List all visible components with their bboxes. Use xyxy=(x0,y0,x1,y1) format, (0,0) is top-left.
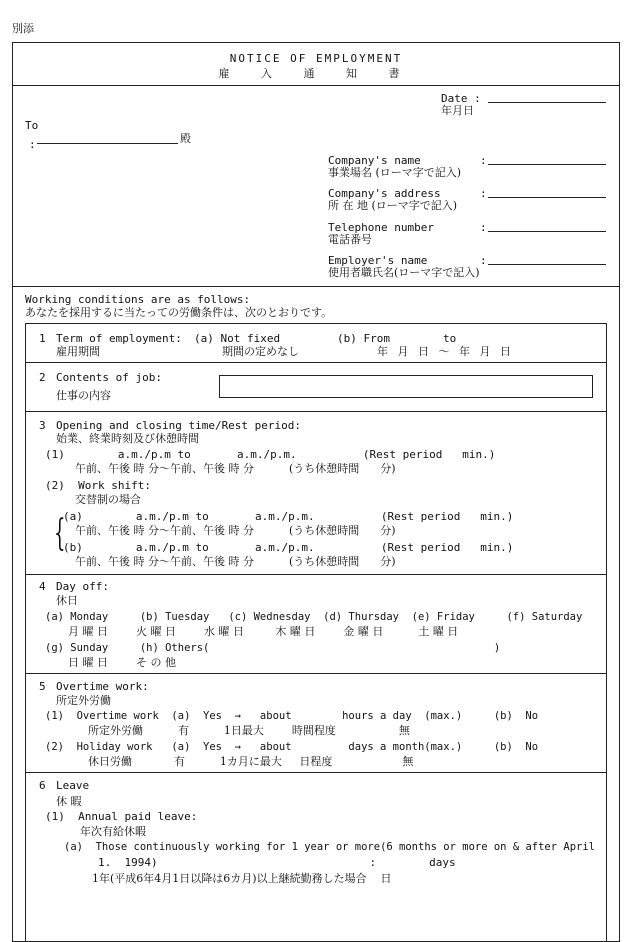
s3-line-1: (1) a.m./p.m to a.m./p.m. (Rest period min.) xyxy=(45,448,496,461)
s4-label: Day off: xyxy=(56,580,109,593)
company-address-label: Company's address xyxy=(328,187,441,200)
s4-days-row-1[interactable]: (a) Monday (b) Tuesday (c) Wednesday (d) Thursday (e) Friday (f) Saturday xyxy=(45,611,583,623)
s3-line-1-jp: 午前、午後 時 分〜午前、午後 時 分 (うち休憩時間 分) xyxy=(75,462,396,475)
s5-overtime-row-jp: 所定外労働 有 1日最大 時間程度 無 xyxy=(88,724,410,737)
s5-overtime-row[interactable]: (1) Overtime work (a) Yes → about hours a day (max.) (b) No xyxy=(45,710,539,722)
s6-annual-leave-jp: 年次有給休暇 xyxy=(80,825,146,838)
s1-option-a-jp: 期間の定めなし xyxy=(222,345,299,358)
s6-leave-a-jp: 1年(平成6年4月1日以降は6カ月)以上継続勤務した場合 日 xyxy=(92,872,392,885)
s1-option-a[interactable]: (a) Not fixed xyxy=(194,332,281,345)
s6-label-jp: 休 暇 xyxy=(56,795,82,808)
s3-label-jp: 始業、終業時刻及び休憩時間 xyxy=(56,432,199,445)
s4-days-row-2[interactable]: (g) Sunday (h) Others( ) xyxy=(45,642,501,654)
s5-label-jp: 所定外労働 xyxy=(56,694,111,707)
company-name-label-jp: 事業場名 (ローマ字で記入) xyxy=(328,166,462,179)
s2-label: Contents of job: xyxy=(56,371,162,384)
s6-leave-a: (a) Those continuously working for 1 year or more(6 months or more on & after April xyxy=(64,841,596,853)
annex-label: 別添 xyxy=(12,22,34,35)
intro-en: Working conditions are as follows: xyxy=(25,293,251,306)
title-en: NOTICE OF EMPLOYMENT xyxy=(229,52,403,65)
s5-number: 5 xyxy=(39,680,46,693)
s1-option-b[interactable]: (b) From to xyxy=(337,332,457,345)
s3-line-a: (a) a.m./p.m to a.m./p.m. (Rest period min.) xyxy=(63,510,514,523)
field-colon: : xyxy=(480,221,487,234)
divider xyxy=(12,286,620,287)
employer-label-jp: 使用者職氏名(ローマ字で記入) xyxy=(328,266,480,279)
field-colon: : xyxy=(480,154,487,167)
employer-field[interactable] xyxy=(488,264,606,265)
title-jp: 雇 入 通 知 書 xyxy=(218,67,414,80)
s3-line-b-jp: 午前、午後 時 分〜午前、午後 時 分 (うち休憩時間 分) xyxy=(75,555,396,568)
s3-line-a-jp: 午前、午後 時 分〜午前、午後 時 分 (うち休憩時間 分) xyxy=(75,524,396,537)
s6-leave-a-cont: 1. 1994) : days xyxy=(98,856,456,869)
divider xyxy=(25,411,607,412)
s1-label-jp: 雇用期間 xyxy=(56,345,100,358)
field-colon: : xyxy=(480,254,487,267)
s5-label: Overtime work: xyxy=(56,680,149,693)
shift-brace: { xyxy=(54,513,66,554)
divider xyxy=(25,574,607,575)
s3-line-2-jp: 交替制の場合 xyxy=(75,493,141,506)
divider xyxy=(25,673,607,674)
to-suffix: 殿 xyxy=(180,132,191,145)
to-colon: : xyxy=(29,138,36,151)
company-address-label-jp: 所 在 地 (ローマ字で記入) xyxy=(328,199,458,212)
date-label: Date : xyxy=(441,92,481,105)
date-label-jp: 年月日 xyxy=(441,104,474,117)
divider xyxy=(25,772,607,773)
s6-label: Leave xyxy=(56,779,90,792)
divider xyxy=(12,85,620,86)
job-contents-field[interactable] xyxy=(219,375,593,398)
company-name-label: Company's name xyxy=(328,154,421,167)
s5-holiday-row[interactable]: (2) Holiday work (a) Yes → about days a month(max.) (b) No xyxy=(45,741,539,753)
s4-days-row-1-jp: 月 曜 日 火 曜 日 水 曜 日 木 曜 日 金 曜 日 土 曜 日 xyxy=(68,625,459,638)
s3-label: Opening and closing time/Rest period: xyxy=(56,419,302,432)
s6-annual-leave: (1) Annual paid leave: xyxy=(45,810,198,823)
employer-label: Employer's name xyxy=(328,254,428,267)
intro-jp: あなたを採用するに当たっての労働条件は、次のとおりです。 xyxy=(25,306,333,319)
s6-number: 6 xyxy=(39,779,46,792)
s3-line-2: (2) Work shift: xyxy=(45,479,151,492)
s1-label: Term of employment: xyxy=(56,332,182,345)
s5-holiday-row-jp: 休日労働 有 1カ月に最大 日程度 無 xyxy=(88,755,414,768)
s4-label-jp: 休日 xyxy=(56,594,78,607)
s4-number: 4 xyxy=(39,580,46,593)
company-address-field[interactable] xyxy=(488,197,606,198)
s3-line-b: (b) a.m./p.m to a.m./p.m. (Rest period min.) xyxy=(63,541,514,554)
to-label: To xyxy=(25,119,39,132)
s2-number: 2 xyxy=(39,371,46,384)
telephone-label-jp: 電話番号 xyxy=(328,233,372,246)
to-field[interactable] xyxy=(37,143,178,144)
s4-days-row-2-jp: 日 曜 日 そ の 他 xyxy=(68,656,176,669)
s1-option-b-jp: 年 月 日 〜 年 月 日 xyxy=(377,345,511,358)
telephone-label: Telephone number xyxy=(328,221,434,234)
company-name-field[interactable] xyxy=(488,164,606,165)
divider xyxy=(25,362,607,363)
date-field[interactable] xyxy=(488,102,606,103)
field-colon: : xyxy=(480,187,487,200)
s1-number: 1 xyxy=(39,332,46,345)
s2-label-jp: 仕事の内容 xyxy=(56,389,111,402)
s3-number: 3 xyxy=(39,419,46,432)
telephone-field[interactable] xyxy=(488,231,606,232)
